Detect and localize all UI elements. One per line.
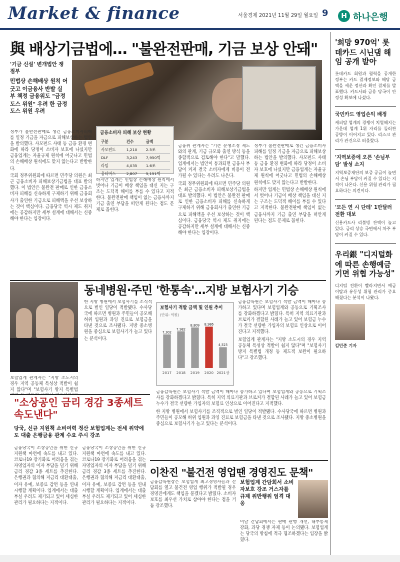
mid-story-paragraph: 보험업계 관계자는 "지방 소도시의 경우 지역 공동체 특성상 적발이 쉽지 않다"며 "보험사기 방지 특별법 (10, 376, 78, 394)
top-story-col-3 (178, 144, 250, 278)
table-header-cell: 구분 (100, 138, 125, 146)
table-header-row (100, 138, 170, 146)
board-image (242, 66, 316, 130)
bottom-headline[interactable]: 이찬진 "불건전 영업땐 경영진도 문책" (150, 468, 313, 479)
table-cell: 사모펀드 (100, 146, 125, 154)
date-line: 서울경제 2021년 11월 29일 월요일 (238, 13, 319, 19)
mid-story-col-0 (10, 376, 78, 394)
table-row (100, 154, 170, 162)
mid-story-paragraph: 금융감독원은 보험사기 적발 금액이 해마다 증가하고 있다며 보험업계와 공동으로 기획조사를 강화하겠다고 밝혔다. 특히 지역 의료기관과 브로커가 결합된 사례가 늘고 있어 보험금 누수가 결국 선량한 가입자의 보험료 인상으로 이어진다고 지적했다. (156, 390, 326, 408)
mid-story-paragraph: 보험업계 관계자는 "지방 소도시의 경우 지역 공동체 특성상 적발이 쉽지 않다"며 "보험사기 방지 특별법 개정 등 제도적 보완이 필요하다"고 강조했다. (238, 338, 326, 362)
right-text: 디지털 전환이 빨라지면서 예금 이탈과 유동성 위험 관리가 중요해졌다는 분석이 나왔다. (335, 282, 396, 300)
section-title: Market & finance (8, 4, 180, 24)
right-text: 신용카드사 리볼빙 잔액이 늘고 있다. 금리 상승 국면에서 차주 부담이 커질 수 있다. (335, 220, 396, 237)
mid-story-photo (10, 282, 78, 372)
gavel-image (84, 62, 155, 97)
footer-bar (0, 555, 400, 562)
chart-bar (163, 334, 171, 368)
bottom-portrait-photo (298, 480, 328, 518)
chart-data-label: 4,523 (218, 342, 228, 347)
chart-title: 보험사기 적발 금액 및 인원 추이 (160, 306, 223, 311)
bank-logo-icon: H (338, 10, 350, 22)
fraud-chart (156, 302, 234, 386)
mid-story-col-3 (156, 390, 326, 458)
table-cell: 1.6조 (145, 162, 170, 170)
left-bottom-headline[interactable]: "소상공인 금리 경감 3종세트 속도낸다" (14, 398, 143, 421)
column-divider (335, 106, 396, 107)
table-cell: 2,807 (125, 170, 145, 178)
table-cell: 2.5조 (145, 146, 170, 154)
author-name: 김민준 기자 (335, 342, 357, 348)
chart-svg (160, 318, 230, 376)
mid-story-paragraph: 금융감독원은 보험사기 적발 금액이 해마다 증가하고 있다며 보험업계와 공동으로 기획조사를 강화하겠다고 밝혔다. 특히 지역 의료기관과 브로커가 결합된 사례가 늘고 있어 보험금 누수가 결국 선량한 가입자의 보험료 인상으로 이어진다고 지적했다. (238, 300, 326, 336)
table-cell: 1,210 (125, 146, 145, 154)
table-cell: DLF (100, 154, 125, 162)
table-row (100, 162, 170, 170)
bottom-story-col-2 (240, 520, 328, 552)
table-header-cell: 금액 (145, 138, 170, 146)
bottom-story-paragraph: 이날 간담회에서는 판매 관행 개선, 내부통제 강화, 과당 경쟁 자제 등이 논의됐다. 보험업계는 당국의 방침에 적극 협조하겠다는 입장을 밝혔다. (240, 520, 328, 544)
section-divider (150, 460, 328, 461)
chart-tick-label: 2019 (190, 370, 200, 375)
chart-tick-label: 2021상 (216, 370, 230, 375)
left-bottom-paragraph: 금융당국이 소상공인을 위한 신규 지원책 마련에 속도를 내고 있다. 코로나19 장기화로 어려움을 겪는 자영업자의 이자 부담을 덜기 위해 금리 경감 3종 세트를 추진한다. 은행권과 협의해 저금리 대환대출, 이자 유예, 보증료 감면 등을 연내 시행할 계획이다. 업계에서는 대출 부실 우려도 제기되고 있어 세심한 관리가 필요하다는 지적이다. (82, 446, 146, 506)
mid-story-col-1 (84, 300, 152, 396)
chart-bar (219, 347, 227, 368)
right-headline[interactable]: 우리銀 "디지털화에 따른 손행예금 기면 위협 가능성" (335, 250, 395, 278)
mid-story-col-2 (238, 300, 326, 396)
right-headline[interactable]: '희망 970억' 롯데카드 시닌댐 해임 공개 발아 (335, 38, 391, 66)
right-text: 캐피탈 업계의 경쟁이 치열해지는 가운데 업계 1위 자리를 둘러싼 공방이 이어지고 있다. 리스크 관리가 관건으로 떠올랐다. (335, 120, 396, 143)
summary-table (100, 138, 170, 178)
bottom-story-paragraph: 금융감독원장은 보험업계 최고경영자들과 간담회를 열고 불건전 영업 행위가 적발될 경우 경영진에게도 책임을 묻겠다고 밝혔다. 소비자 보호를 최우선 가치로 삼아야 한다는 점을 거듭 강조했다. (150, 480, 236, 510)
right-text: 지역보증재단의 보증 공급이 늘면서 손님 부담이 커질 수 있다는 지적이 나온다. 신용 위험 관리가 필요하다는 의견이다. (335, 170, 396, 193)
table-cell: 5,151억 (145, 170, 170, 178)
chart-data-label: 7,982 (176, 326, 186, 331)
mid-headline[interactable]: 동네병원·주민 '한통속'…지방 보험사기 기승 (84, 283, 299, 297)
top-story-paragraph: 정부가 불완전판매로 생긴 금융소비자피해를 일정 기금을 자금으로 피해보상하는 법안을 발의했다. 사모펀드 사태 등 금융 환경 변화에 따라 당정이 소비자 보호에 나섰지만 금융업계는 자율규제 원칙에 어긋나고 민법의 손해배상 원칙에도 맞지 않는다고 반발한다. (254, 144, 326, 186)
top-story-paragraph: 하지만 업계는 민법상 손해배상 원칙에서 벗어나 기금이 배상 책임을 대신 지는 구조는 도덕적 해이를 부를 수 있다고 지적한다. 불완전판매 책임이 없는 금융사까지 기금 출연 부담을 떠안게 된다는 점도 문제로 꼽힌다. (254, 188, 326, 224)
top-story-col-1 (10, 130, 92, 278)
mid-story-paragraph: 한 지방 병원에서 보험사기를 조직적으로 벌인 일당이 적발됐다. 수사당국에 따르면 병원과 주민들이 공모해 허위 입원과 과잉 진료로 보험금을 타낸 것으로 조사됐다. 지방 중소병원을 중심으로 보험사기가 늘고 있다는 분석이다. (156, 409, 326, 427)
table-header-cell: 건수 (125, 138, 145, 146)
bank-ad-logo[interactable] (338, 8, 396, 24)
table-cell: 라임 (100, 162, 125, 170)
top-lead-subhead: 민법상 손해배상 원칙 어긋고 이금융사 반발 실 부 책정 금융위도 "금정도스 위원" 우려 한 금정도스 위원 우려 (10, 79, 68, 115)
chart-bar (205, 326, 213, 367)
top-story-col-2 (96, 178, 174, 278)
top-story-col-4 (254, 144, 326, 278)
chart-bar (191, 327, 199, 368)
chart-data-label: 7,302 (162, 329, 172, 334)
person-image (16, 308, 32, 338)
bank-name: 하나은행 (353, 12, 388, 23)
left-bottom-col-1 (14, 446, 78, 552)
top-story-table (96, 126, 174, 174)
left-bottom-col-2 (82, 446, 146, 552)
chart-bar (177, 331, 185, 368)
table-cell: 3,243 (125, 154, 145, 162)
left-bottom-paragraph: 금융당국이 소상공인을 위한 신규 지원책 마련에 속도를 내고 있다. 코로나19 장기화로 어려움을 겪는 자영업자의 이자 부담을 덜기 위해 금리 경감 3종 세트를 추진한다. 은행권과 협의해 저금리 대환대출, 이자 유예, 보증료 감면 등을 연내 시행할 계획이다. 업계에서는 대출 부실 우려도 제기되고 있어 세심한 관리가 필요하다는 지적이다. (14, 446, 78, 506)
section-divider (10, 280, 326, 281)
top-headline[interactable]: 與 배상기금법에… "불완전판매, 기금 보상 안돼" (10, 40, 318, 58)
masthead (0, 0, 400, 30)
chart-data-label: 8,986 (204, 322, 214, 327)
table-cell: 옵티머스 (100, 170, 125, 178)
left-bottom-subhead: 당국, 신규 지원책 소비여력 정산 보험업계는 전세 위약에도 대출 은행금융 관계 수요 주시 강조 (14, 426, 144, 439)
chart-data-label: 8,809 (190, 322, 200, 327)
column-divider (335, 199, 396, 200)
table-title: 금융소비자 피해 보상 현황 (100, 131, 152, 136)
right-text: 롯데카드 회원과 협력을 공개한 정부는 카드 결제정보와 해당 금액을 세운 정산과 확인 결제를 발표했다. 카드사와 금융 당국이 안정성 확보에 나섰다. (335, 70, 396, 100)
top-story-paragraph: 하지만 업계는 민법상 손해배상 원칙에서 벗어나 기금이 배상 책임을 대신 지는 구조는 도덕적 해이를 부를 수 있다고 지적한다. 불완전판매 책임이 없는 금융사까지 기금 출연 부담을 떠안게 된다는 점도 문제로 꼽힌다. (96, 178, 174, 214)
page-number: 9 (322, 9, 329, 19)
mid-story-paragraph: 한 지방 병원에서 보험사기를 조직적으로 벌인 일당이 적발됐다. 수사당국에 따르면 병원과 주민들이 공모해 허위 입원과 과잉 진료로 보험금을 타낸 것으로 조사됐다. 지방 중소병원을 중심으로 보험사기가 늘고 있다는 분석이다. (84, 300, 152, 342)
author-photo (335, 304, 365, 340)
top-story-paragraph: 금융위 관계자는 "기존 분쟁조정 제도와의 관계, 기금 규모와 출연 방식 등을 종합적으로 검토해야 한다"고 말했다. 업계에서는 법안이 통과되면 금융사 부담이 커져 결국 소비자에게 비용이 전가될 수 있다는 우려도 나온다. (178, 144, 250, 180)
column-divider (335, 243, 396, 244)
table-cell: 4,035 (125, 162, 145, 170)
chart-tick-label: 2020 (204, 370, 214, 375)
table-cell: 7,950억 (145, 154, 170, 162)
person-image (36, 304, 54, 338)
table-row (100, 146, 170, 154)
person-image (58, 308, 74, 338)
top-story-paragraph: 국회 정무위원회에 따르면 민주당 의원은 최근 금융소비자 피해보상기금법을 대표 발의했다. 이 법안은 불완전 판매로 인한 금융소비자 피해를 신속하게 구제하기 위해 금융회사가 출연한 기금으로 피해액을 우선 보상하는 것이 핵심이다. 금융당국 역시 제도 취지에는 공감하지만 세부 설계에 대해서는 신중해야 한다는 입장이다. (10, 174, 92, 222)
top-story-paragraph: 정부가 불완전판매로 생긴 금융소비자피해를 일정 기금을 자금으로 피해보상하는 법안을 발의했다. 사모펀드 사태 등 금융 환경 변화에 따라 당정이 소비자 보호에 나섰지만 금융업계는 자율규제 원칙에 어긋나고 민법의 손해배상 원칙에도 맞지 않는다고 반발한다. (10, 130, 92, 172)
chart-unit: (단위: 억원) (160, 312, 180, 317)
suits-image (10, 338, 78, 372)
top-lead-box (10, 62, 68, 117)
top-lead-heading: '기금 신설' 변개법안 쟁 점부 (10, 62, 64, 75)
chart-tick-label: 2018 (176, 370, 186, 375)
column-divider (335, 149, 396, 150)
right-column (330, 32, 396, 562)
section-divider (10, 394, 150, 395)
table-row (100, 170, 170, 178)
bottom-subhead: 보험업계 간담회서 소비자보호 강조 거스자를 규제 위반행위 엄격 대응 (240, 480, 294, 507)
right-subhead[interactable]: '모든 연 시 단테' 1만달러 전환 대보 (335, 205, 392, 218)
right-subhead[interactable]: 국민카드 영업손익 배정 (335, 111, 387, 118)
chart-tick-label: 2017 (162, 370, 172, 375)
right-subhead[interactable]: '지역보증에 오픈 '손님부담' 발성 소지 (335, 155, 390, 168)
bottom-story-col-1 (150, 480, 236, 552)
top-story-paragraph: 국회 정무위원회에 따르면 민주당 의원은 최근 금융소비자 피해보상기금법을 대표 발의했다. 이 법안은 불완전 판매로 인한 금융소비자 피해를 신속하게 구제하기 위해 금융회사가 출연한 기금으로 피해액을 우선 보상하는 것이 핵심이다. 금융당국 역시 제도 취지에는 공감하지만 세부 설계에 대해서는 신중해야 한다는 입장이다. (178, 182, 250, 236)
